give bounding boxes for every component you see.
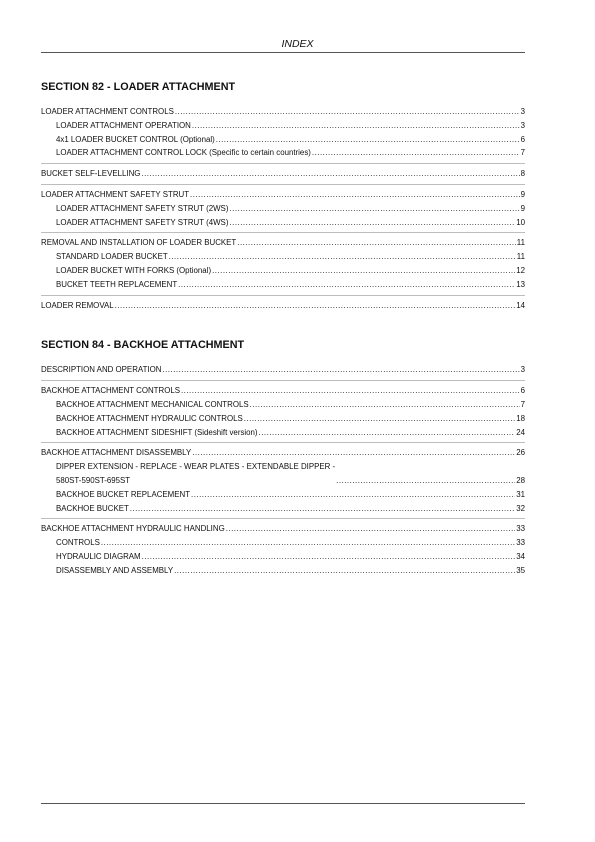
toc-entry[interactable] bbox=[41, 384, 525, 398]
toc-entry-label: BACKHOE ATTACHMENT SIDESHIFT (Sideshift version) bbox=[56, 427, 258, 437]
toc-entry-label: BACKHOE BUCKET REPLACEMENT bbox=[56, 489, 191, 499]
footer-rule bbox=[41, 803, 525, 804]
toc-subentry[interactable] bbox=[41, 536, 525, 550]
toc-group bbox=[41, 164, 525, 185]
dot-leader bbox=[115, 299, 516, 313]
toc-entry-label: REMOVAL AND INSTALLATION OF LOADER BUCKET bbox=[41, 238, 237, 248]
toc-subentry[interactable] bbox=[41, 119, 525, 133]
toc-entry-label: LOADER ATTACHMENT SAFETY STRUT (4WS) bbox=[56, 217, 229, 227]
toc-subentry[interactable] bbox=[41, 488, 525, 502]
dot-leader bbox=[226, 522, 516, 536]
toc-entry-label: 580ST-590ST-695ST bbox=[56, 475, 131, 485]
toc-entry-label: BUCKET SELF-LEVELLING bbox=[41, 169, 141, 179]
toc-page-number: 3 bbox=[520, 120, 525, 130]
toc-subentry[interactable] bbox=[41, 133, 525, 147]
dot-leader bbox=[229, 216, 515, 230]
toc-subentry[interactable] bbox=[41, 550, 525, 564]
toc-subentry[interactable] bbox=[41, 202, 525, 216]
toc-page-number: 13 bbox=[516, 279, 525, 289]
toc-page-number: 34 bbox=[516, 551, 525, 561]
toc-entry-label-block bbox=[56, 460, 335, 488]
toc-page-number: 28 bbox=[516, 475, 525, 485]
dot-leader bbox=[336, 474, 515, 488]
toc-page-number: 11 bbox=[516, 252, 525, 262]
toc-entry[interactable] bbox=[41, 363, 525, 377]
toc-entry-label: DISASSEMBLY AND ASSEMBLY bbox=[56, 565, 174, 575]
dot-leader bbox=[229, 202, 519, 216]
toc-group bbox=[41, 443, 525, 519]
toc-entry-label: BACKHOE BUCKET bbox=[56, 503, 129, 513]
toc-group bbox=[41, 102, 525, 164]
dot-leader bbox=[259, 426, 516, 440]
toc-group bbox=[41, 296, 525, 316]
header-rule bbox=[41, 52, 525, 53]
toc-entry-label: 4x1 LOADER BUCKET CONTROL (Optional) bbox=[56, 134, 215, 144]
dot-leader bbox=[216, 133, 520, 147]
toc-subentry[interactable] bbox=[41, 216, 525, 230]
toc-page-number: 33 bbox=[516, 524, 525, 534]
dot-leader bbox=[192, 446, 515, 460]
dot-leader bbox=[181, 384, 520, 398]
toc-subentry[interactable] bbox=[41, 564, 525, 578]
dot-leader bbox=[130, 502, 515, 516]
toc-subentry[interactable] bbox=[41, 426, 525, 440]
toc-page-number: 6 bbox=[520, 134, 525, 144]
dot-leader bbox=[191, 488, 515, 502]
toc-page-number: 14 bbox=[516, 300, 525, 310]
toc-subentry[interactable] bbox=[41, 502, 525, 516]
toc-entry-label: LOADER REMOVAL bbox=[41, 300, 114, 310]
toc-subentry[interactable] bbox=[41, 398, 525, 412]
toc-section bbox=[41, 80, 525, 315]
toc-entry[interactable] bbox=[41, 522, 525, 536]
toc-group bbox=[41, 381, 525, 443]
toc-entry-label: LOADER ATTACHMENT SAFETY STRUT (2WS) bbox=[56, 203, 229, 213]
toc-page-number: 3 bbox=[520, 365, 525, 375]
dot-leader bbox=[190, 188, 520, 202]
toc-subentry[interactable] bbox=[41, 460, 525, 488]
section-title: SECTION 82 - LOADER ATTACHMENT bbox=[41, 81, 236, 93]
toc-page-number: 12 bbox=[516, 265, 525, 275]
toc-entry-label: BACKHOE ATTACHMENT HYDRAULIC HANDLING bbox=[41, 524, 225, 534]
toc-subentry[interactable] bbox=[41, 278, 525, 292]
dot-leader bbox=[174, 564, 515, 578]
toc-page-number: 31 bbox=[516, 489, 525, 499]
dot-leader bbox=[142, 550, 516, 564]
toc-page-number: 8 bbox=[520, 169, 525, 179]
dot-leader bbox=[244, 412, 515, 426]
toc-entry-label: STANDARD LOADER BUCKET bbox=[56, 252, 168, 262]
toc-page-number: 7 bbox=[520, 148, 525, 158]
toc-entry-label: BACKHOE ATTACHMENT DISASSEMBLY bbox=[41, 448, 192, 458]
toc-entry[interactable] bbox=[41, 236, 525, 250]
toc-group bbox=[41, 233, 525, 295]
toc-entry[interactable] bbox=[41, 299, 525, 313]
toc-entry-label: LOADER ATTACHMENT CONTROLS bbox=[41, 107, 174, 116]
dot-leader bbox=[178, 278, 515, 292]
toc-group bbox=[41, 185, 525, 233]
toc-entry-label: LOADER ATTACHMENT CONTROL LOCK (Specific to certain countries) bbox=[56, 148, 311, 158]
toc-subentry[interactable] bbox=[41, 264, 525, 278]
dot-leader bbox=[250, 398, 520, 412]
toc-entry[interactable] bbox=[41, 167, 525, 181]
dot-leader bbox=[175, 105, 520, 119]
toc-page-number: 32 bbox=[516, 503, 525, 513]
toc-page-number: 26 bbox=[516, 448, 525, 458]
toc-subentry[interactable] bbox=[41, 250, 525, 264]
dot-leader bbox=[169, 250, 516, 264]
toc-entry-label: BUCKET TEETH REPLACEMENT bbox=[56, 279, 178, 289]
toc-page-number: 18 bbox=[516, 413, 525, 423]
toc-entry-label: BACKHOE ATTACHMENT HYDRAULIC CONTROLS bbox=[56, 413, 243, 423]
toc-entry-label: LOADER BUCKET WITH FORKS (Optional) bbox=[56, 265, 212, 275]
toc-subentry[interactable] bbox=[41, 146, 525, 160]
dot-leader bbox=[192, 119, 520, 133]
page-header-title: INDEX bbox=[281, 38, 314, 50]
toc-group bbox=[41, 519, 525, 580]
toc-entry-label: HYDRAULIC DIAGRAM bbox=[56, 551, 141, 561]
toc-group bbox=[41, 360, 525, 381]
toc-page-number: 11 bbox=[516, 238, 525, 248]
toc-entry-label: LOADER ATTACHMENT SAFETY STRUT bbox=[41, 189, 190, 199]
toc-entry-label: CONTROLS bbox=[56, 538, 100, 548]
toc-entry[interactable] bbox=[41, 446, 525, 460]
toc-entry-label: BACKHOE ATTACHMENT CONTROLS bbox=[41, 386, 180, 396]
toc-section bbox=[41, 338, 525, 580]
table-of-contents bbox=[41, 80, 525, 581]
dot-leader bbox=[101, 536, 515, 550]
toc-page-number: 6 bbox=[520, 386, 525, 396]
dot-leader bbox=[237, 236, 516, 250]
toc-entry-label: DESCRIPTION AND OPERATION bbox=[41, 365, 162, 375]
toc-entry[interactable] bbox=[41, 105, 525, 119]
toc-page-number: 9 bbox=[520, 189, 525, 199]
dot-leader bbox=[312, 146, 520, 160]
toc-page-number: 24 bbox=[516, 427, 525, 437]
toc-page-number: 7 bbox=[520, 399, 525, 409]
toc-entry-label: LOADER ATTACHMENT OPERATION bbox=[56, 120, 191, 130]
dot-leader bbox=[212, 264, 515, 278]
toc-page-number: 9 bbox=[520, 203, 525, 213]
section-title: SECTION 84 - BACKHOE ATTACHMENT bbox=[41, 339, 245, 352]
toc-subentry[interactable] bbox=[41, 412, 525, 426]
toc-page-number: 35 bbox=[516, 565, 525, 575]
toc-page-number: 33 bbox=[516, 538, 525, 548]
dot-leader bbox=[141, 167, 519, 181]
toc-entry-label: BACKHOE ATTACHMENT MECHANICAL CONTROLS bbox=[56, 399, 249, 409]
toc-page-number: 3 bbox=[520, 107, 525, 116]
dot-leader bbox=[162, 363, 519, 377]
toc-entry[interactable] bbox=[41, 188, 525, 202]
toc-page-number: 10 bbox=[516, 217, 525, 227]
toc-entry-label-line: DIPPER EXTENSION - REPLACE - WEAR PLATES - EXTENDABLE DIPPER - bbox=[56, 462, 336, 472]
